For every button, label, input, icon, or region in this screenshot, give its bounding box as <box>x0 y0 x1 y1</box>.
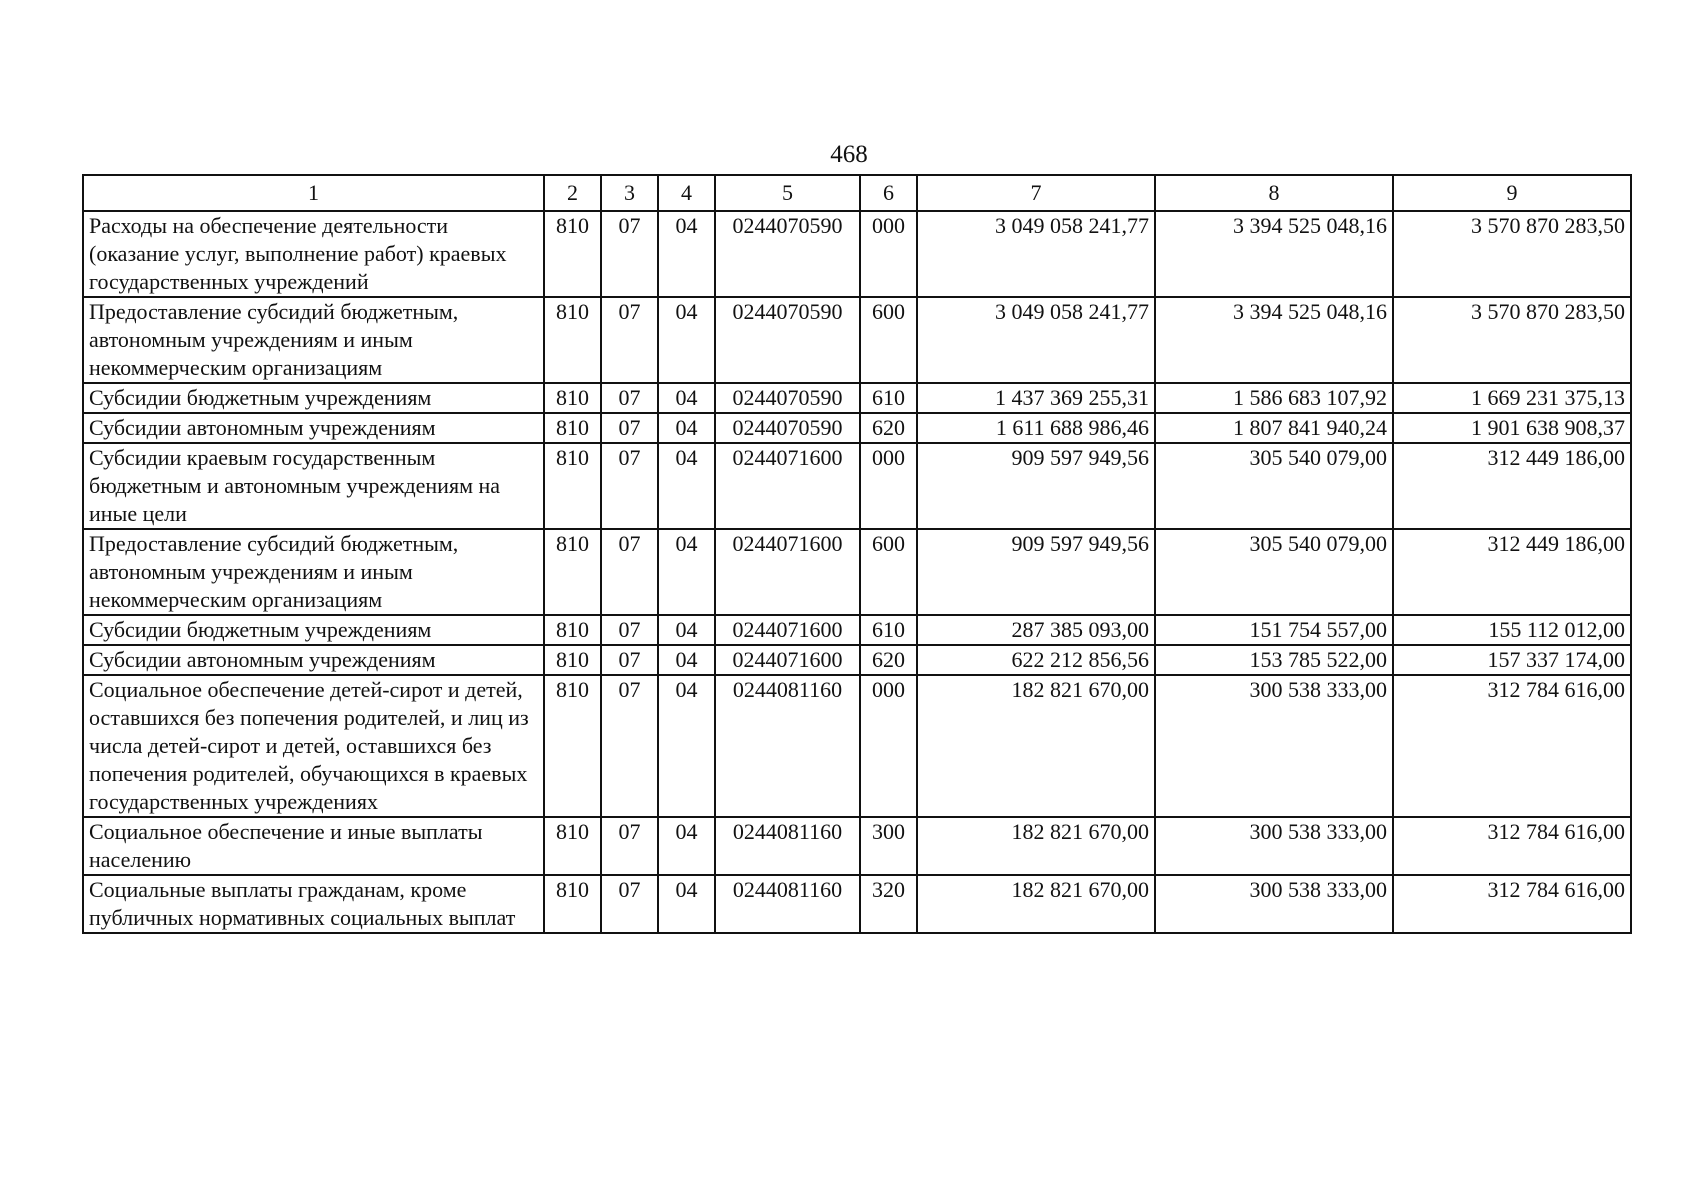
cell-amount: 1 901 638 908,37 <box>1393 413 1631 443</box>
table-row <box>83 297 1631 383</box>
cell-code: 810 <box>544 211 601 297</box>
cell-code: 810 <box>544 817 601 875</box>
row-name: Субсидии автономным учреждениям <box>83 413 544 443</box>
table-row <box>83 211 1631 297</box>
row-name: Субсидии краевым государственным бюджетным и автономным учреждениям на иные цели <box>83 443 544 529</box>
cell-code: 0244081160 <box>715 675 860 817</box>
cell-code: 810 <box>544 443 601 529</box>
cell-amount: 312 784 616,00 <box>1393 675 1631 817</box>
table-row <box>83 383 1631 413</box>
cell-code: 04 <box>658 297 715 383</box>
cell-code: 07 <box>601 383 658 413</box>
cell-code: 0244071600 <box>715 615 860 645</box>
table-row <box>83 875 1631 933</box>
cell-amount: 1 437 369 255,31 <box>917 383 1155 413</box>
cell-code: 810 <box>544 645 601 675</box>
column-header: 4 <box>658 175 715 211</box>
cell-code: 07 <box>601 211 658 297</box>
cell-code: 04 <box>658 413 715 443</box>
cell-code: 0244081160 <box>715 817 860 875</box>
cell-code: 07 <box>601 675 658 817</box>
cell-amount: 300 538 333,00 <box>1155 875 1393 933</box>
cell-code: 07 <box>601 413 658 443</box>
cell-code: 0244070590 <box>715 297 860 383</box>
cell-amount: 312 449 186,00 <box>1393 443 1631 529</box>
cell-code: 810 <box>544 615 601 645</box>
cell-code: 07 <box>601 615 658 645</box>
cell-code: 810 <box>544 383 601 413</box>
column-header: 8 <box>1155 175 1393 211</box>
row-name: Предоставление субсидий бюджетным, автономным учреждениям и иным некоммерческим организациям <box>83 529 544 615</box>
cell-amount: 1 669 231 375,13 <box>1393 383 1631 413</box>
cell-code: 810 <box>544 529 601 615</box>
cell-code: 07 <box>601 817 658 875</box>
cell-code: 04 <box>658 383 715 413</box>
cell-code: 610 <box>860 383 917 413</box>
cell-amount: 300 538 333,00 <box>1155 675 1393 817</box>
cell-code: 600 <box>860 529 917 615</box>
cell-code: 810 <box>544 675 601 817</box>
cell-code: 000 <box>860 443 917 529</box>
cell-amount: 3 049 058 241,77 <box>917 297 1155 383</box>
cell-code: 07 <box>601 645 658 675</box>
table-row <box>83 529 1631 615</box>
column-header: 3 <box>601 175 658 211</box>
cell-code: 320 <box>860 875 917 933</box>
cell-code: 04 <box>658 615 715 645</box>
cell-code: 04 <box>658 675 715 817</box>
cell-code: 07 <box>601 529 658 615</box>
cell-code: 810 <box>544 875 601 933</box>
cell-code: 04 <box>658 443 715 529</box>
cell-amount: 151 754 557,00 <box>1155 615 1393 645</box>
cell-amount: 182 821 670,00 <box>917 675 1155 817</box>
cell-amount: 182 821 670,00 <box>917 817 1155 875</box>
cell-amount: 622 212 856,56 <box>917 645 1155 675</box>
cell-amount: 300 538 333,00 <box>1155 817 1393 875</box>
cell-amount: 312 449 186,00 <box>1393 529 1631 615</box>
cell-code: 0244071600 <box>715 529 860 615</box>
cell-code: 04 <box>658 645 715 675</box>
cell-amount: 1 586 683 107,92 <box>1155 383 1393 413</box>
row-name: Социальные выплаты гражданам, кроме публичных нормативных социальных выплат <box>83 875 544 933</box>
cell-amount: 3 394 525 048,16 <box>1155 297 1393 383</box>
cell-code: 0244071600 <box>715 443 860 529</box>
cell-code: 810 <box>544 413 601 443</box>
cell-code: 610 <box>860 615 917 645</box>
header-row <box>83 175 1631 211</box>
column-header: 1 <box>83 175 544 211</box>
cell-code: 000 <box>860 211 917 297</box>
row-name: Субсидии бюджетным учреждениям <box>83 383 544 413</box>
column-header: 9 <box>1393 175 1631 211</box>
cell-code: 07 <box>601 297 658 383</box>
row-name: Социальное обеспечение и иные выплаты населению <box>83 817 544 875</box>
cell-amount: 3 394 525 048,16 <box>1155 211 1393 297</box>
row-name: Субсидии автономным учреждениям <box>83 645 544 675</box>
table-row <box>83 413 1631 443</box>
cell-code: 620 <box>860 645 917 675</box>
cell-code: 07 <box>601 875 658 933</box>
cell-code: 04 <box>658 211 715 297</box>
column-header: 2 <box>544 175 601 211</box>
table-row <box>83 675 1631 817</box>
table-row <box>83 443 1631 529</box>
cell-code: 620 <box>860 413 917 443</box>
cell-code: 0244070590 <box>715 211 860 297</box>
row-name: Предоставление субсидий бюджетным, автономным учреждениям и иным некоммерческим организациям <box>83 297 544 383</box>
page-number: 468 <box>830 141 868 168</box>
cell-amount: 1 611 688 986,46 <box>917 413 1155 443</box>
cell-code: 0244070590 <box>715 383 860 413</box>
cell-amount: 3 049 058 241,77 <box>917 211 1155 297</box>
cell-amount: 155 112 012,00 <box>1393 615 1631 645</box>
cell-amount: 287 385 093,00 <box>917 615 1155 645</box>
table-body <box>83 211 1631 933</box>
table-row <box>83 817 1631 875</box>
cell-amount: 3 570 870 283,50 <box>1393 297 1631 383</box>
row-name: Расходы на обеспечение деятельности (оказание услуг, выполнение работ) краевых государственных учреждений <box>83 211 544 297</box>
cell-code: 04 <box>658 875 715 933</box>
cell-code: 04 <box>658 817 715 875</box>
table-row <box>83 615 1631 645</box>
cell-amount: 312 784 616,00 <box>1393 875 1631 933</box>
cell-code: 300 <box>860 817 917 875</box>
cell-code: 0244081160 <box>715 875 860 933</box>
cell-code: 07 <box>601 443 658 529</box>
row-name: Социальное обеспечение детей-сирот и детей, оставшихся без попечения родителей, и лиц из числа детей-сирот и детей, оставшихся без попечения родителей, обучающихся в краевых государственных учреждениях <box>83 675 544 817</box>
cell-amount: 305 540 079,00 <box>1155 529 1393 615</box>
budget-table <box>82 174 1632 934</box>
column-header: 6 <box>860 175 917 211</box>
cell-amount: 157 337 174,00 <box>1393 645 1631 675</box>
table-row <box>83 645 1631 675</box>
column-header: 7 <box>917 175 1155 211</box>
cell-amount: 3 570 870 283,50 <box>1393 211 1631 297</box>
cell-amount: 305 540 079,00 <box>1155 443 1393 529</box>
table-header <box>83 175 1631 211</box>
cell-code: 810 <box>544 297 601 383</box>
row-name: Субсидии бюджетным учреждениям <box>83 615 544 645</box>
cell-amount: 909 597 949,56 <box>917 443 1155 529</box>
cell-code: 600 <box>860 297 917 383</box>
column-header: 5 <box>715 175 860 211</box>
cell-amount: 312 784 616,00 <box>1393 817 1631 875</box>
cell-amount: 1 807 841 940,24 <box>1155 413 1393 443</box>
cell-amount: 909 597 949,56 <box>917 529 1155 615</box>
cell-amount: 182 821 670,00 <box>917 875 1155 933</box>
cell-code: 0244071600 <box>715 645 860 675</box>
cell-code: 0244070590 <box>715 413 860 443</box>
cell-amount: 153 785 522,00 <box>1155 645 1393 675</box>
cell-code: 000 <box>860 675 917 817</box>
cell-code: 04 <box>658 529 715 615</box>
